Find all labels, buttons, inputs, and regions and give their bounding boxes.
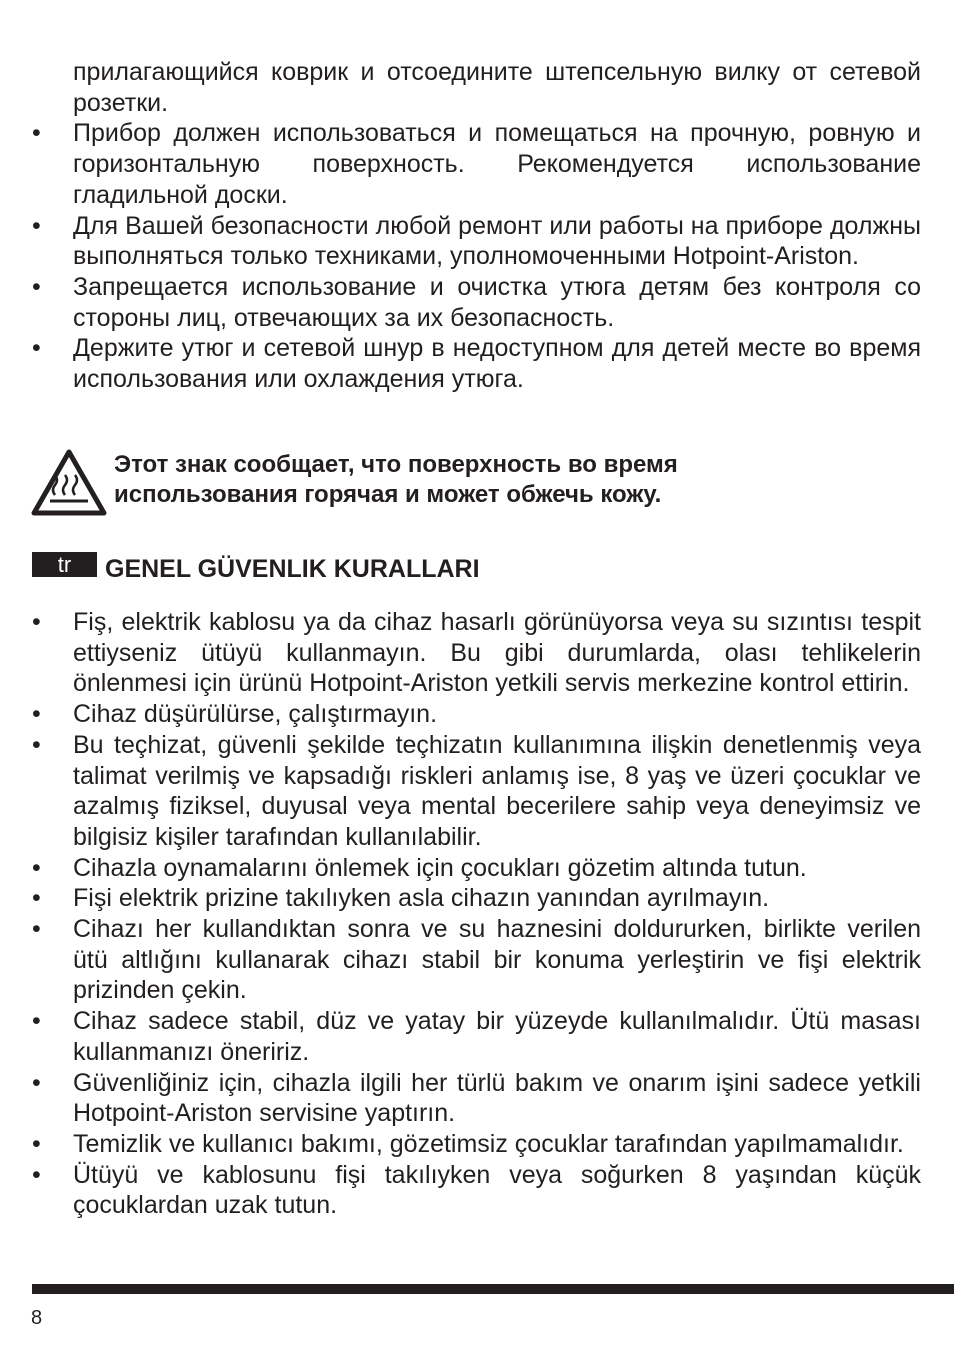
bullet: • (32, 334, 41, 363)
list-item (32, 730, 921, 853)
bullet: • (32, 730, 41, 759)
list-item (32, 333, 921, 394)
list-item-text: Cihaz sadece stabil, düz ve yatay bir yüzeyde kullanılmalıdır. Ütü masası kullanmanızı öneririz. (73, 1007, 921, 1066)
list-item-text: Для Вашей безопасности любой ремонт или работы на приборе должны выполняться только техниками, уполномоченными Hotpoint-Ariston. (73, 211, 921, 271)
list-item (32, 1160, 921, 1221)
list-item-text: Запрещается использование и очистка утюга детям без контроля со стороны лиц, отвечающих за их безопасность. (73, 272, 921, 332)
warning-line-1: Этот знак сообщает, что поверхность во время (114, 451, 678, 478)
list-item-text: Temizlik ve kullanıcı bakımı, gözetimsiz çocuklar tarafından yapılmamalıdır. (73, 1129, 904, 1158)
hot-surface-icon (30, 446, 108, 518)
bullet: • (32, 1007, 41, 1036)
list-item (32, 1068, 921, 1129)
bullet: • (32, 119, 41, 148)
list-item-text: Güvenliğiniz için, cihazla ilgili her türlü bakım ve onarım işini sadece yetkili Hotpoint-Ariston servisine yaptırın. (73, 1068, 921, 1128)
bullet: • (32, 608, 41, 636)
bullet: • (32, 915, 41, 944)
bullet: • (32, 211, 41, 240)
list-item-text: Ütüyü ve kablosunu fişi takılıyken veya soğurken 8 yaşından küçük çocuklardan uzak tutun. (73, 1160, 921, 1220)
list-item (32, 699, 921, 730)
list-item-text: Прибор должен использоваться и помещаться на прочную, ровную и горизонтальную поверхность. Рекомендуется использование гладильной доски. (73, 119, 921, 209)
page-number: 8 (31, 1307, 43, 1329)
bullet: • (32, 853, 41, 882)
continued-paragraph: прилагающийся коврик и отсоедините штепсельную вилку от сетевой розетки. (73, 58, 921, 117)
bullet: • (32, 700, 41, 729)
list-item (32, 272, 921, 333)
warning-line-2: использования горячая и может обжечь кожу. (114, 481, 662, 508)
list-item (32, 1129, 921, 1160)
list-item-text: Cihazı her kullandıktan sonra ve su haznesini doldururken, birlikte verilen ütü altlığını kullanarak cihazı stabil bir konuma yerleştirin ve fişi elektrik prizinden çekin. (73, 915, 921, 1005)
footer-rule (32, 1284, 954, 1294)
list-item-text: Fişi elektrik prizine takılıyken asla cihazın yanından ayrılmayın. (73, 884, 770, 913)
list-item-text: Держите утюг и сетевой шнур в недоступном для детей месте во время использования или охлаждения утюга. (73, 334, 921, 394)
list-item (32, 607, 921, 699)
list-item-text: Bu teçhizat, güvenli şekilde teçhizatın kullanımına ilişkin denetlenmiş veya talimat verilmiş ve kapsadığı riskleri anlamış ise, 8 yaş ve üzeri çocuklar ve azalmış fiziksel, duyusal veya mental becerilere sahip veya deneyimsiz ve bilgisiz kişiler tarafından kullanılabilir. (73, 730, 921, 851)
bullet: • (32, 1068, 41, 1097)
bullet: • (32, 272, 41, 301)
list-item-text: Cihaz düşürülürse, çalıştırmayın. (73, 700, 438, 729)
list-item (32, 853, 921, 884)
language-tag: tr (32, 552, 97, 577)
russian-safety-section (32, 57, 921, 395)
list-item-text: Cihazla oynamalarını önlemek için çocukları gözetim altında tutun. (73, 853, 807, 882)
list-item (32, 914, 921, 1006)
bullet: • (32, 1160, 41, 1189)
turkish-safety-section (32, 607, 921, 1221)
list-item (32, 118, 921, 210)
section-heading: GENEL GÜVENLIK KURALLARI (105, 555, 480, 583)
list-item (32, 1006, 921, 1067)
warning-text (114, 450, 814, 510)
list-item-text: Fiş, elektrik kablosu ya da cihaz hasarlı görünüyorsa veya su sızıntısı tespit ettiyseniz ütüyü kullanmayın. Bu gibi durumlarda, olası tehlikelerin önlenmesi için ürünü Hotpoint-Ariston yetkili servis merkezine kontrol ettirin. (73, 608, 921, 698)
bullet: • (32, 1129, 41, 1158)
bullet: • (32, 884, 41, 913)
list-item (32, 883, 921, 914)
list-item (32, 211, 921, 272)
hot-surface-warning (30, 446, 930, 518)
